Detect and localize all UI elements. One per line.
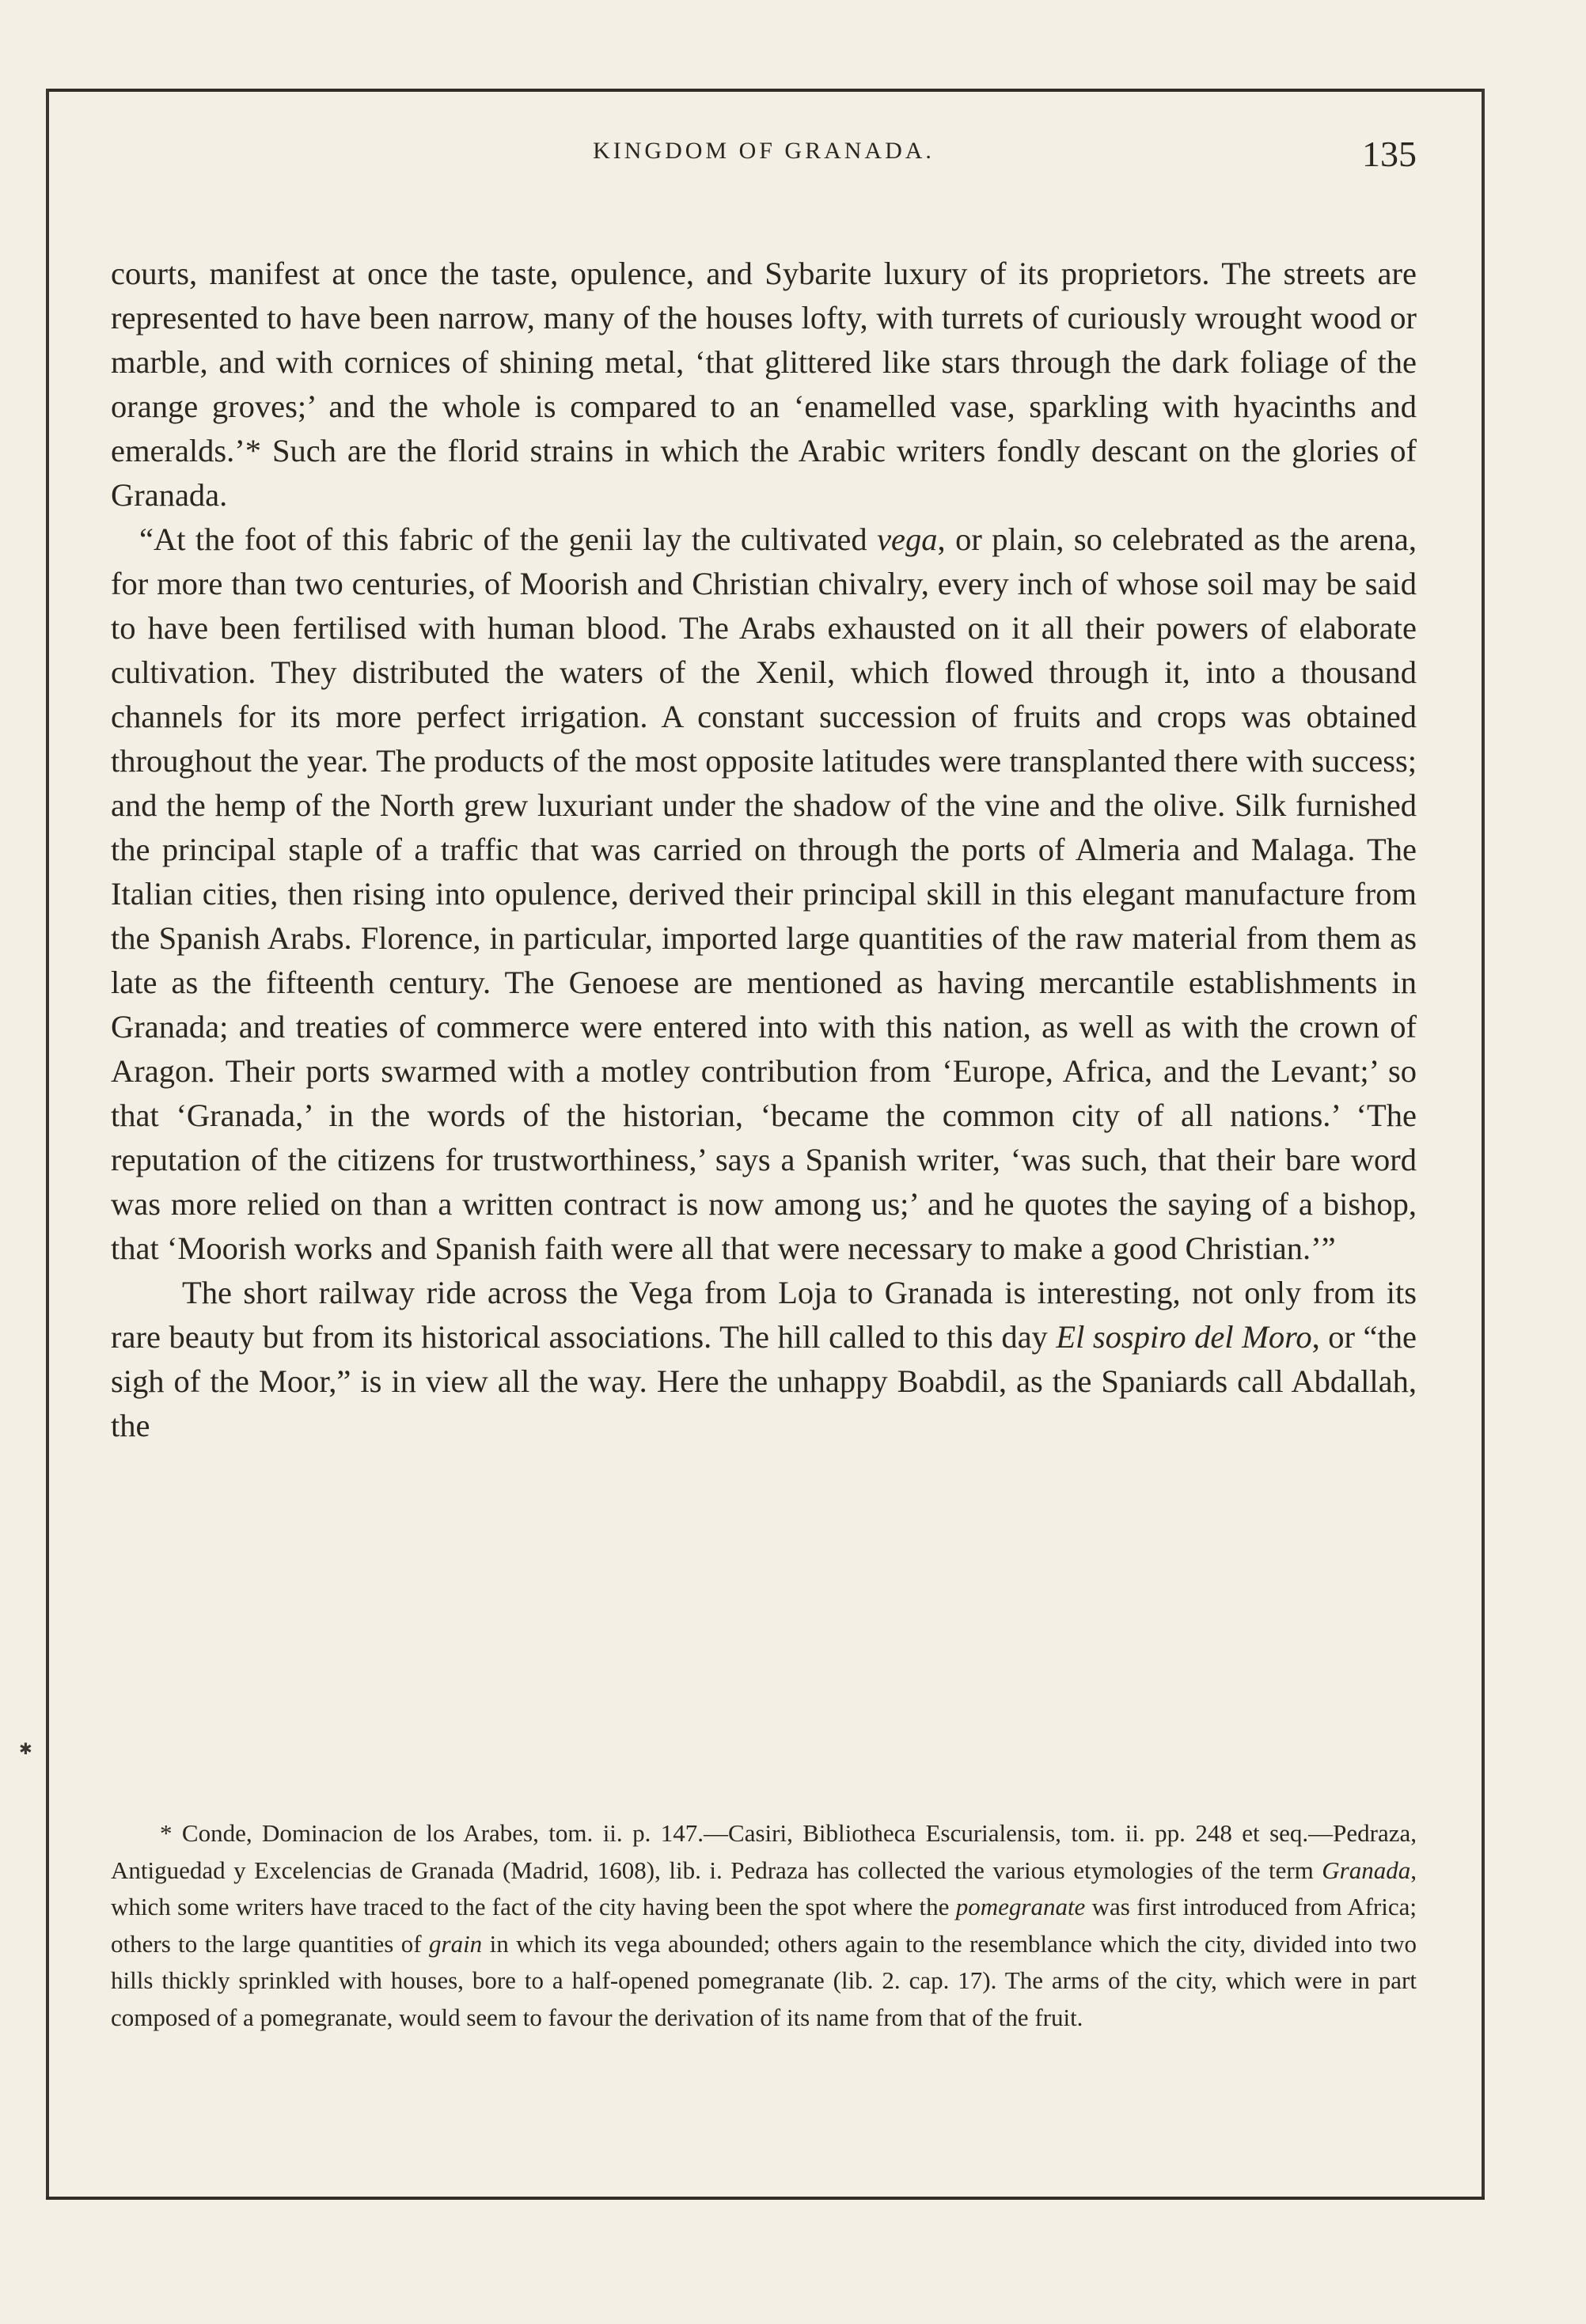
footnote-italic-3: grain (429, 1929, 483, 1958)
footnote-part-d: in which its vega abounded; others again to the resemblance which the city, divided into two hills thickly sprinkled with houses, bore to a half-opened pomegranate (lib. 2. cap. 17). The arms of the city, which were in part composed of a pomegranate, would seem to favour the derivation of its name from that of the fruit. (111, 1929, 1417, 2031)
main-text (111, 252, 1417, 1448)
footnote-text (111, 1815, 1417, 2036)
page-border-bottom (46, 2197, 1485, 2200)
paragraph-2-text-b: , or plain, so celebrated as the arena, for more than two centuries, of Moorish and Christian chivalry, every inch of whose soil may be said to have been fertilised with human blood. The Arabs exhausted on it all their powers of elaborate cultivation. They distributed the waters of the Xenil, which flowed through it, into a thousand channels for its more perfect irrigation. A constant succession of fruits and crops was obtained throughout the year. The products of the most opposite latitudes were transplanted there with success; and the hemp of the North grew luxuriant under the shadow of the vine and the olive. Silk furnished the principal staple of a traffic that was carried on through the ports of Almeria and Malaga. The Italian cities, then rising into opulence, derived their principal skill in this elegant manufacture from the Spanish Arabs. Florence, in particular, imported large quantities of the raw material from them as late as the fifteenth century. The Genoese are mentioned as having mercantile establishments in Granada; and treaties of commerce were entered into with this nation, as well as with the crown of Aragon. Their ports swarmed with a motley contribution from ‘Europe, Africa, and the Levant;’ so that ‘Granada,’ in the words of the historian, ‘became the common city of all nations.’ ‘The reputation of the citizens for trustworthiness,’ says a Spanish writer, ‘was such, that their bare word was more relied on than a written contract is now among us;’ and he quotes the saying of a bishop, that ‘Moorish works and Spanish faith were all that were necessary to make a good Christian.’” (111, 521, 1417, 1266)
paragraph-1-text: courts, manifest at once the taste, opulence, and Sybarite luxury of its proprietors. The streets are represented to have been narrow, many of the houses lofty, with turrets of curiously wrought wood or marble, and with cornices of shining metal, ‘that glittered like stars through the dark foliage of the orange groves;’ and the whole is compared to an ‘enamelled vase, sparkling with hyacinths and emeralds.’* Such are the florid strains in which the Arabic writers fondly descant on the glories of Granada. (111, 256, 1417, 513)
paragraph-3-text-a: The short railway ride across the Vega from Loja to Granada is interesting, not only from its rare beauty but from its historical associations. The hill called to this day (111, 1275, 1417, 1355)
paragraph-2-text-a: “At the foot of this fabric of the genii lay the cultivated (139, 521, 878, 557)
running-head-title: KINGDOM OF GRANADA. (593, 138, 935, 164)
paragraph-3-italic: El sospiro del Moro (1056, 1319, 1312, 1355)
footnote-part-c: was first introduced from Africa; others to the large quantities of (111, 1893, 1417, 1958)
paragraph-2-italic: vega (877, 521, 938, 557)
paragraph-1 (111, 252, 1417, 517)
margin-mark: ✱ (19, 1741, 32, 1758)
page-border-top (46, 89, 1485, 92)
footnote-italic-1: Granada (1322, 1856, 1411, 1884)
footnote-part-b: , which some writers have traced to the fact of the city having been the spot where the (111, 1856, 1417, 1920)
running-head (111, 133, 1417, 180)
page-border-right (1482, 89, 1485, 2200)
footnote (111, 1815, 1417, 2036)
page-number: 135 (1362, 134, 1417, 174)
paragraph-2 (111, 517, 1417, 1271)
footnote-part-a: * Conde, Dominacion de los Arabes, tom. ii. p. 147.—Casiri, Bibliotheca Escurialensis, tom. ii. pp. 248 et seq.—Pedraza, Antiguedad y Excelencias de Granada (Madrid, 1608), lib. i. Pedraza has collected the various etymologies of the term (111, 1819, 1417, 1884)
paragraph-3-text-b: , or “the sigh of the Moor,” is in view all the way. Here the unhappy Boabdil, as the Spaniards call Abdallah, the (111, 1319, 1417, 1443)
paragraph-3 (111, 1271, 1417, 1448)
footnote-italic-2: pomegranate (955, 1893, 1086, 1920)
page-border-left (46, 89, 49, 2200)
